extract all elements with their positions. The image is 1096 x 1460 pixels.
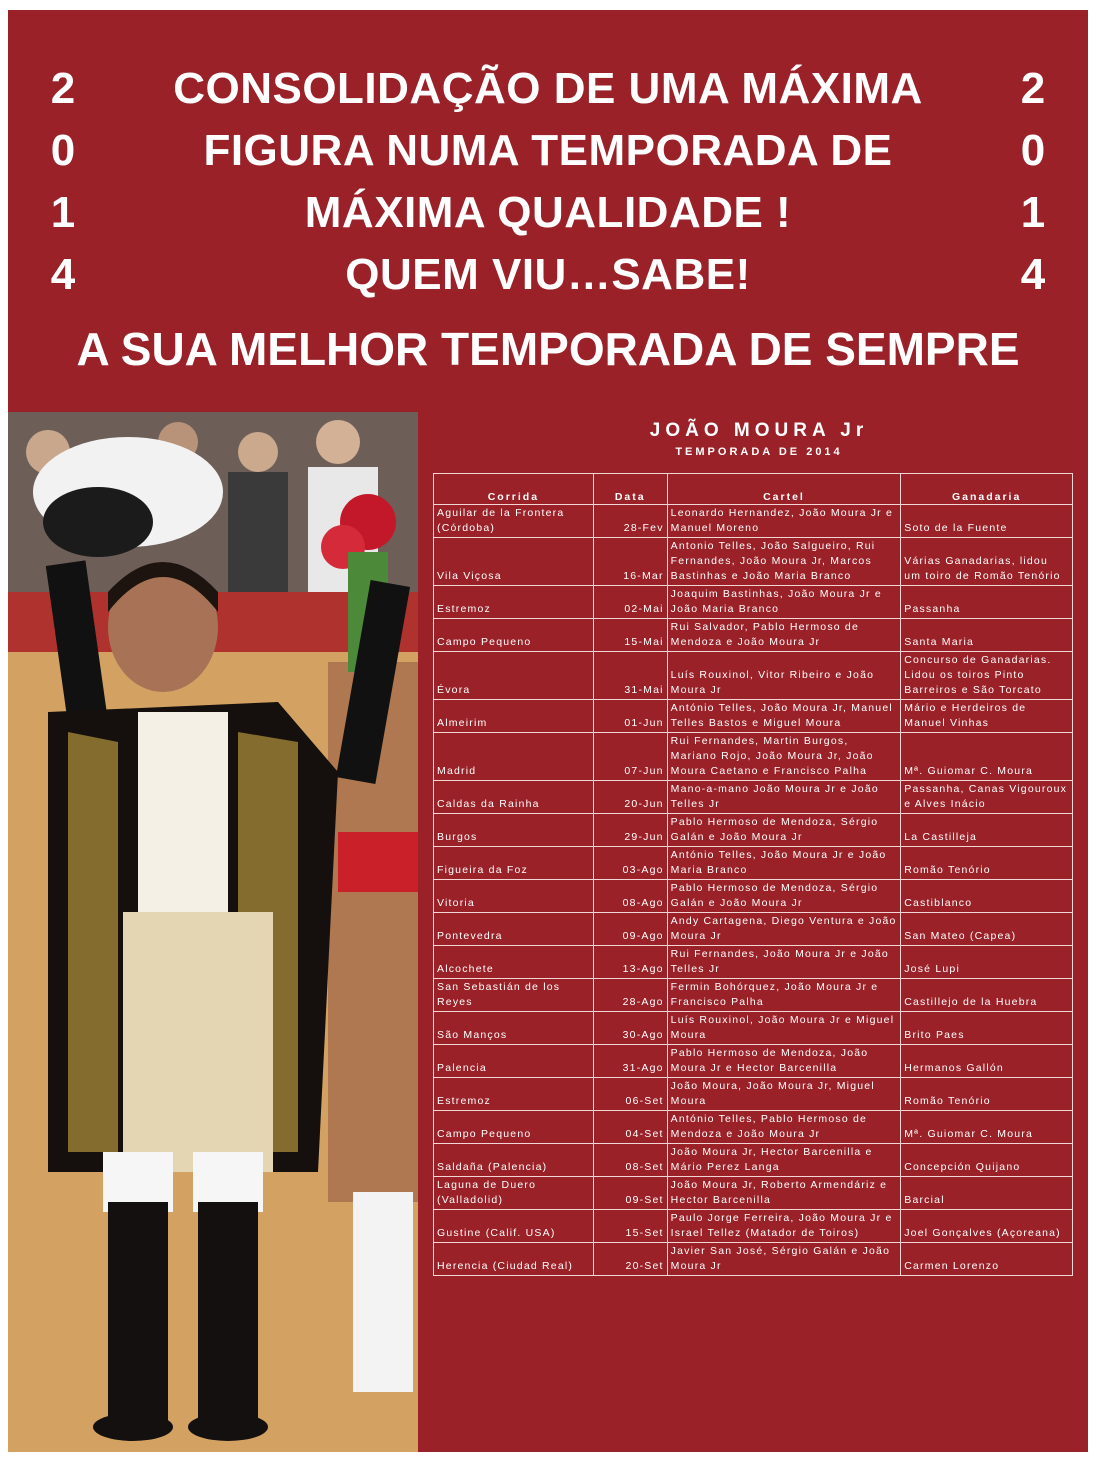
cell-ganadaria: Hermanos Gallón [901,1045,1073,1078]
headline-row-2 [8,116,1088,186]
cell-data: 09-Set [593,1177,667,1210]
cell-cartel: António Telles, Pablo Hermoso de Mendoza e João Moura Jr [667,1111,901,1144]
table-row [434,1144,1073,1177]
headline-line-3: MÁXIMA QUALIDADE ! [304,188,792,237]
cell-ganadaria: La Castilleja [901,814,1073,847]
cell-data: 02-Mai [593,586,667,619]
cell-ganadaria: Carmen Lorenzo [901,1243,1073,1276]
year-digit-right-2: 0 [1020,126,1046,175]
table-row [434,586,1073,619]
table-row [434,814,1073,847]
cell-ganadaria: Joel Gonçalves (Açoreana) [901,1210,1073,1243]
cell-ganadaria: Castillejo de la Huebra [901,979,1073,1012]
table-row [434,1045,1073,1078]
cell-cartel: Fermin Bohórquez, João Moura Jr e Francisco Palha [667,979,901,1012]
table-row [434,1111,1073,1144]
cell-corrida: Almeirim [434,700,594,733]
cell-ganadaria: Soto de la Fuente [901,505,1073,538]
year-digit-right-4: 4 [1020,250,1046,299]
cell-data: 08-Set [593,1144,667,1177]
cell-data: 08-Ago [593,880,667,913]
cell-cartel: João Moura, João Moura Jr, Miguel Moura [667,1078,901,1111]
column-header-cartel: Cartel [667,474,901,505]
cell-cartel: Leonardo Hernandez, João Moura Jr e Manuel Moreno [667,505,901,538]
cell-corrida: Estremoz [434,586,594,619]
headline-row-4 [8,240,1088,310]
cell-ganadaria: Passanha [901,586,1073,619]
headline-row-1 [8,54,1088,124]
headline-line-4: QUEM VIU…SABE! [345,250,751,299]
rider-photo [8,412,418,1452]
cell-ganadaria: Romão Tenório [901,847,1073,880]
cell-cartel: Rui Salvador, Pablo Hermoso de Mendoza e João Moura Jr [667,619,901,652]
cell-data: 20-Set [593,1243,667,1276]
cell-corrida: Figueira da Foz [434,847,594,880]
table-row [434,1243,1073,1276]
table-subtitle: TEMPORADA DE 2014 [675,446,843,458]
cell-data: 30-Ago [593,1012,667,1045]
cell-cartel: João Moura Jr, Roberto Armendáriz e Hector Barcenilla [667,1177,901,1210]
cell-ganadaria: Mário e Herdeiros de Manuel Vinhas [901,700,1073,733]
rider-photo-illustration [8,412,418,1452]
cell-data: 06-Set [593,1078,667,1111]
cell-ganadaria: Castiblanco [901,880,1073,913]
cell-cartel: Luís Rouxinol, Vitor Ribeiro e João Moura Jr [667,652,901,700]
year-digit-left-1: 2 [50,64,76,113]
table-row [434,1210,1073,1243]
table-row [434,979,1073,1012]
table-row [434,1012,1073,1045]
cell-cartel: Antonio Telles, João Salgueiro, Rui Fernandes, João Moura Jr, Marcos Bastinhas e João Maria Branco [667,538,901,586]
table-row [434,946,1073,979]
table-heading [434,420,1084,458]
year-digit-right-3: 1 [1020,188,1046,237]
cell-ganadaria: Concurso de Ganadarias. Lidou os toiros Pinto Barreiros e São Torcato [901,652,1073,700]
cell-ganadaria: Passanha, Canas Vigouroux e Alves Inácio [901,781,1073,814]
cell-data: 29-Jun [593,814,667,847]
subheadline: A SUA MELHOR TEMPORADA DE SEMPRE [76,323,1020,375]
cell-corrida: Campo Pequeno [434,1111,594,1144]
cell-data: 20-Jun [593,781,667,814]
cell-data: 31-Mai [593,652,667,700]
cell-data: 28-Ago [593,979,667,1012]
table-row [434,619,1073,652]
table-row [434,538,1073,586]
cell-data: 01-Jun [593,700,667,733]
year-digit-left-3: 1 [50,188,76,237]
cell-ganadaria: Santa Maria [901,619,1073,652]
season-table [433,473,1073,1276]
column-header-data: Data [593,474,667,505]
cell-corrida: Pontevedra [434,913,594,946]
column-header-ganadaria: Ganadaria [901,474,1073,505]
cell-cartel: Luís Rouxinol, João Moura Jr e Miguel Moura [667,1012,901,1045]
cell-data: 04-Set [593,1111,667,1144]
table-row [434,505,1073,538]
column-header-corrida: Corrida [434,474,594,505]
cell-cartel: Rui Fernandes, Martin Burgos, Mariano Rojo, João Moura Jr, João Moura Caetano e Francisco Palha [667,733,901,781]
cell-cartel: Joaquim Bastinhas, João Moura Jr e João Maria Branco [667,586,901,619]
table-row [434,700,1073,733]
headline-line-2: FIGURA NUMA TEMPORADA DE [203,126,893,175]
cell-cartel: Pablo Hermoso de Mendoza, Sérgio Galán e João Moura Jr [667,814,901,847]
cell-corrida: Alcochete [434,946,594,979]
year-digit-left-2: 0 [50,126,76,175]
cell-cartel: Javier San José, Sérgio Galán e João Moura Jr [667,1243,901,1276]
table-row [434,781,1073,814]
table-row [434,1078,1073,1111]
cell-cartel: Mano-a-mano João Moura Jr e João Telles Jr [667,781,901,814]
cell-ganadaria: Romão Tenório [901,1078,1073,1111]
cell-corrida: Caldas da Rainha [434,781,594,814]
cell-data: 16-Mar [593,538,667,586]
headline-line-1: CONSOLIDAÇÃO DE UMA MÁXIMA [173,64,923,113]
table-row [434,652,1073,700]
cell-corrida: Burgos [434,814,594,847]
table-row [434,913,1073,946]
cell-ganadaria: San Mateo (Capea) [901,913,1073,946]
poster [8,10,1088,1452]
cell-corrida: Gustine (Calif. USA) [434,1210,594,1243]
cell-corrida: Estremoz [434,1078,594,1111]
cell-corrida: Vila Viçosa [434,538,594,586]
table-title: JOÃO MOURA Jr [649,420,869,441]
cell-data: 13-Ago [593,946,667,979]
cell-ganadaria: Barcial [901,1177,1073,1210]
cell-ganadaria: Mª. Guiomar C. Moura [901,1111,1073,1144]
cell-cartel: António Telles, João Moura Jr, Manuel Telles Bastos e Miguel Moura [667,700,901,733]
cell-corrida: Aguilar de la Frontera (Córdoba) [434,505,594,538]
cell-corrida: Vitoria [434,880,594,913]
headline-row-3 [8,178,1088,248]
season-table-body [434,505,1073,1276]
cell-corrida: Laguna de Duero (Valladolid) [434,1177,594,1210]
cell-data: 31-Ago [593,1045,667,1078]
cell-cartel: António Telles, João Moura Jr e João Maria Branco [667,847,901,880]
cell-data: 09-Ago [593,913,667,946]
season-table-header [434,474,1073,505]
cell-corrida: San Sebastián de los Reyes [434,979,594,1012]
year-digit-right-1: 2 [1020,64,1046,113]
cell-corrida: Madrid [434,733,594,781]
cell-corrida: São Manços [434,1012,594,1045]
cell-cartel: Paulo Jorge Ferreira, João Moura Jr e Israel Tellez (Matador de Toiros) [667,1210,901,1243]
cell-data: 07-Jun [593,733,667,781]
cell-corrida: Saldaña (Palencia) [434,1144,594,1177]
cell-data: 15-Mai [593,619,667,652]
cell-corrida: Herencia (Ciudad Real) [434,1243,594,1276]
cell-data: 28-Fev [593,505,667,538]
cell-data: 15-Set [593,1210,667,1243]
cell-cartel: Pablo Hermoso de Mendoza, Sérgio Galán e João Moura Jr [667,880,901,913]
cell-corrida: Campo Pequeno [434,619,594,652]
cell-cartel: Rui Fernandes, João Moura Jr e João Telles Jr [667,946,901,979]
table-row [434,733,1073,781]
table-row [434,880,1073,913]
cell-cartel: João Moura Jr, Hector Barcenilla e Mário Perez Langa [667,1144,901,1177]
cell-corrida: Palencia [434,1045,594,1078]
cell-corrida: Évora [434,652,594,700]
cell-data: 03-Ago [593,847,667,880]
table-row [434,1177,1073,1210]
cell-cartel: Andy Cartagena, Diego Ventura e João Moura Jr [667,913,901,946]
year-digit-left-4: 4 [50,250,76,299]
cell-ganadaria: Várias Ganadarias, lidou um toiro de Romão Tenório [901,538,1073,586]
cell-ganadaria: Mª. Guiomar C. Moura [901,733,1073,781]
table-row [434,847,1073,880]
cell-ganadaria: José Lupi [901,946,1073,979]
cell-ganadaria: Concepción Quijano [901,1144,1073,1177]
cell-ganadaria: Brito Paes [901,1012,1073,1045]
cell-cartel: Pablo Hermoso de Mendoza, João Moura Jr e Hector Barcenilla [667,1045,901,1078]
